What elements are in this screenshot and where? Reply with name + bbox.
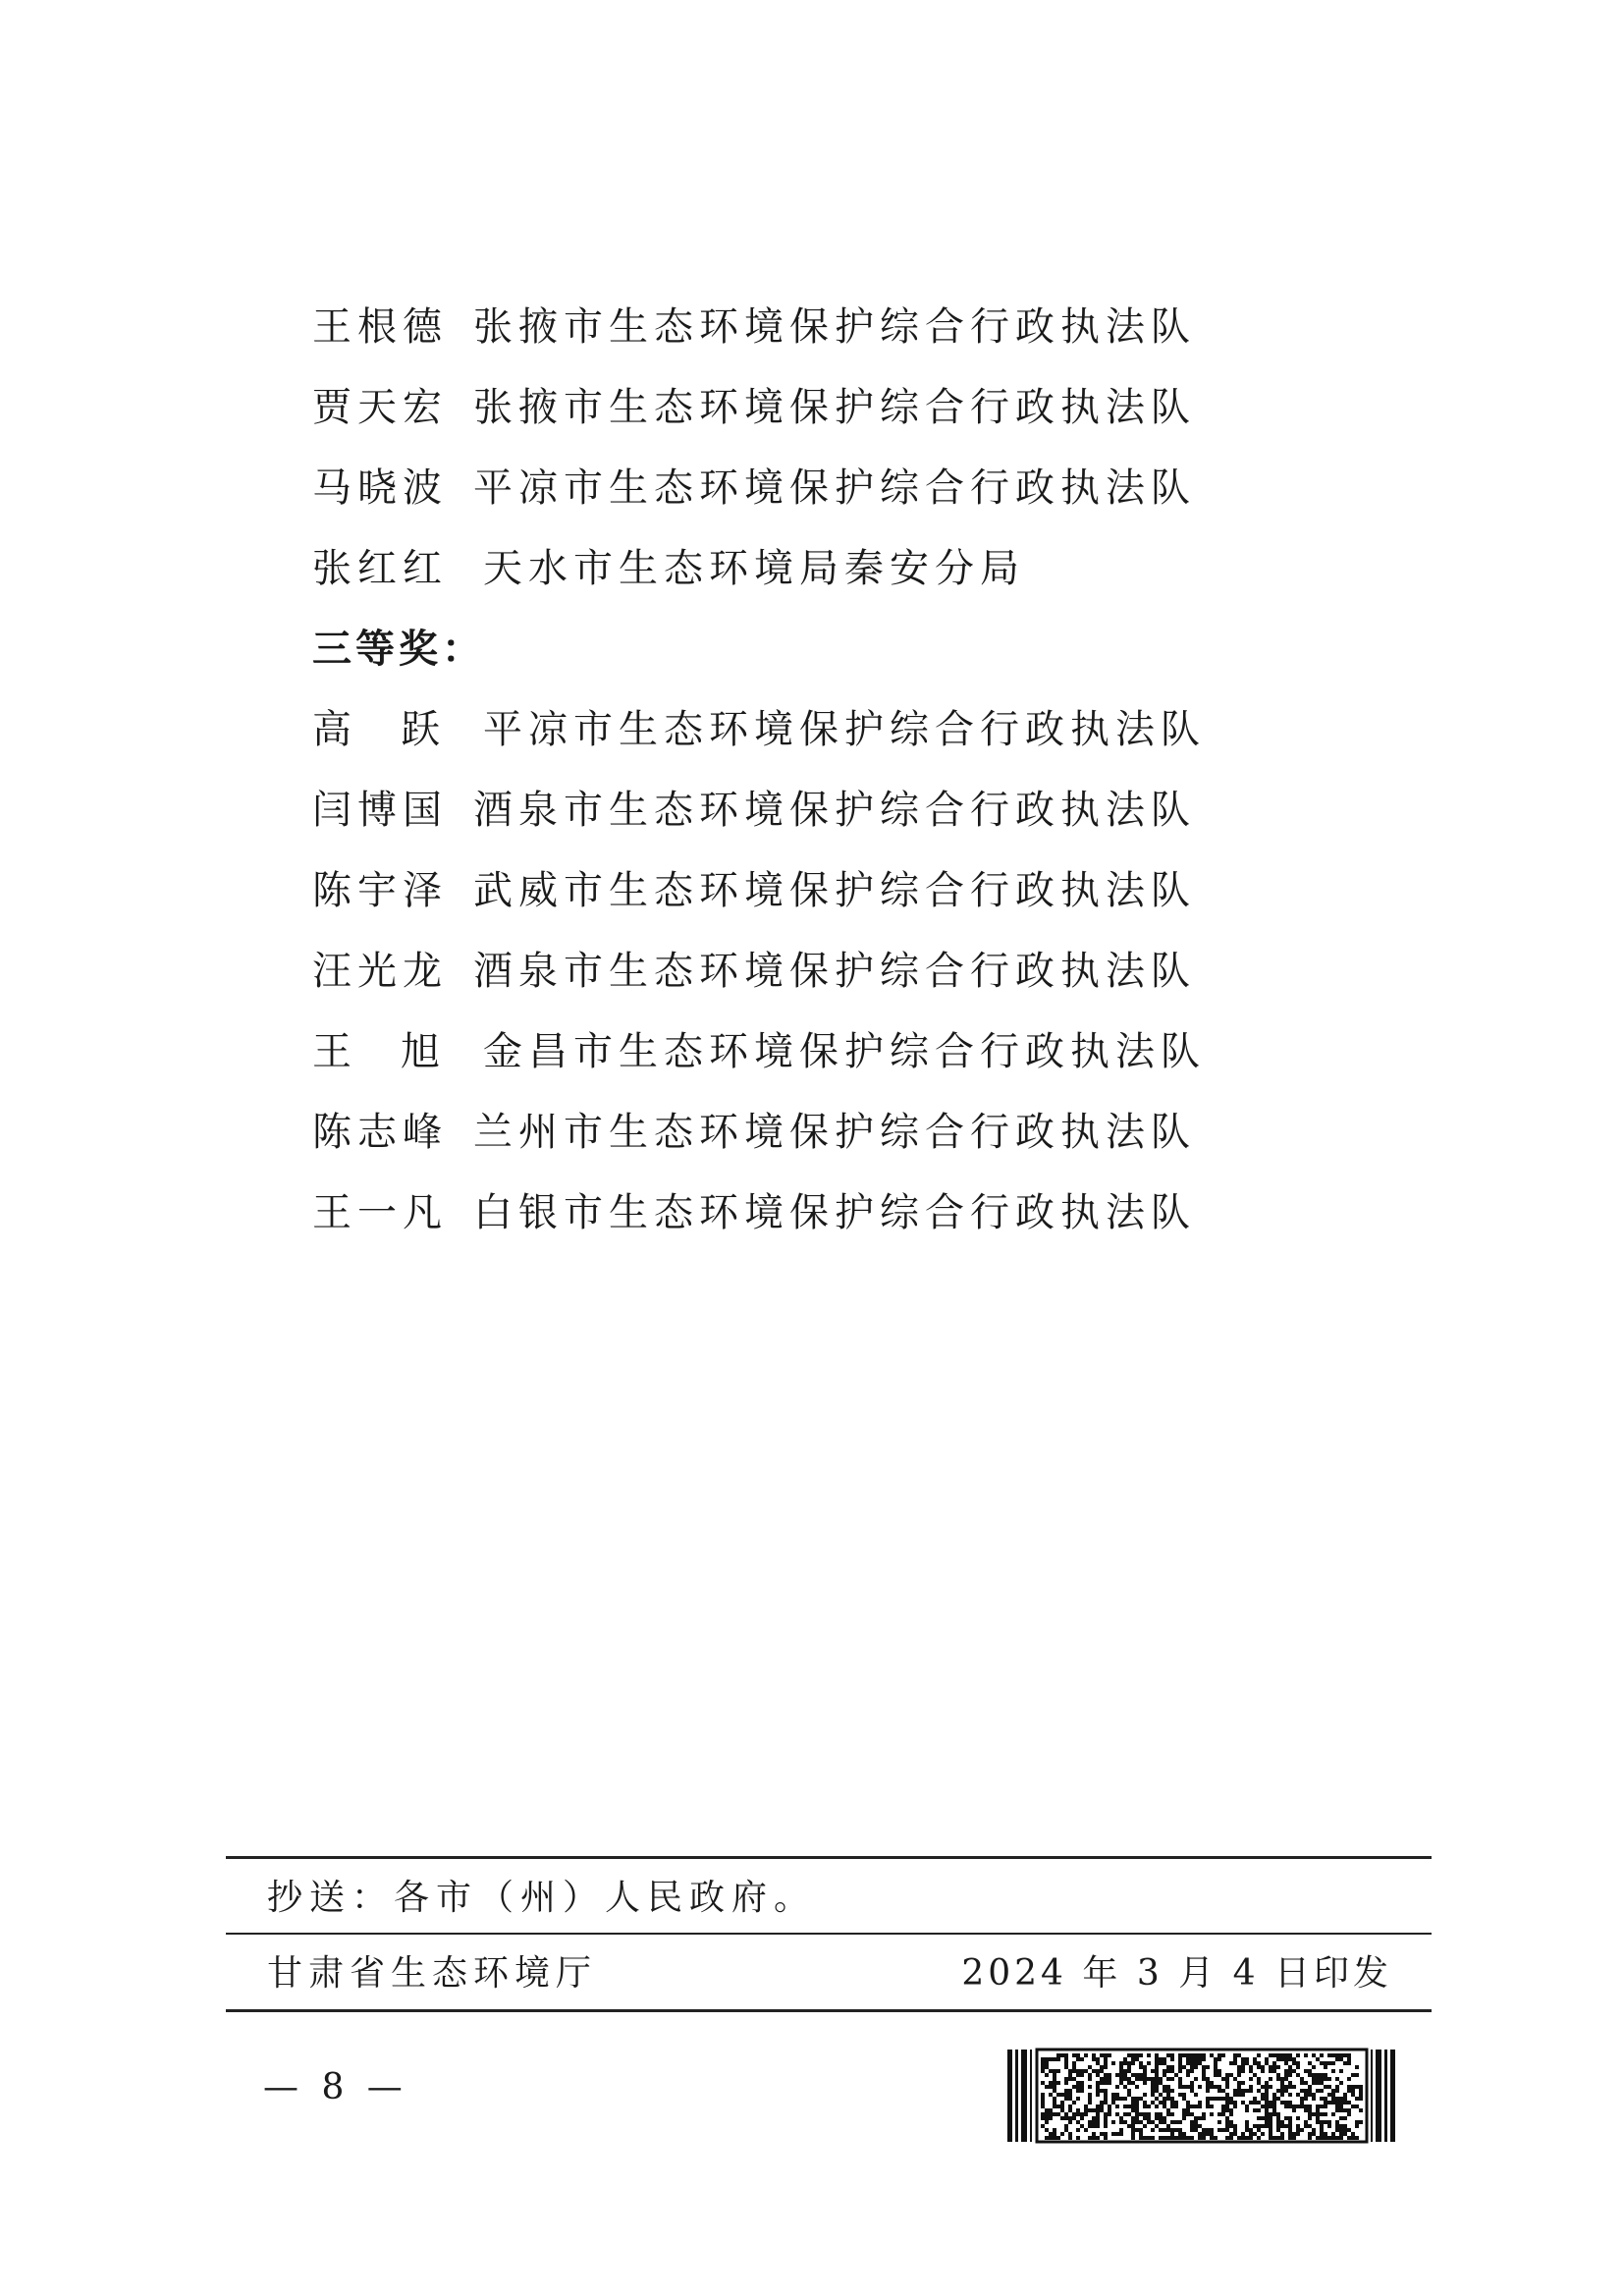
recipient-unit: 张掖市生态环境保护综合行政执法队 [473, 385, 1196, 430]
recipient-unit: 平凉市生态环境保护综合行政执法队 [473, 465, 1196, 511]
recipient-unit: 兰州市生态环境保护综合行政执法队 [473, 1110, 1196, 1155]
list-item [312, 1092, 1196, 1173]
recipient-name: 陈志峰 [312, 1110, 448, 1155]
recipient-unit: 白银市生态环境保护综合行政执法队 [473, 1190, 1196, 1235]
footer-top-rule [226, 1856, 1432, 1859]
recipient-unit: 天水市生态环境局秦安分局 [483, 546, 1025, 591]
recipient-unit: 平凉市生态环境保护综合行政执法队 [483, 707, 1206, 752]
recipient-unit: 酒泉市生态环境保护综合行政执法队 [473, 949, 1196, 994]
page-number: — 8 — [263, 2067, 408, 2107]
list-item [312, 367, 1196, 448]
recipient-unit: 武威市生态环境保护综合行政执法队 [473, 868, 1196, 913]
list-item [312, 1011, 1206, 1092]
recipient-unit: 张掖市生态环境保护综合行政执法队 [473, 304, 1196, 350]
list-item [312, 850, 1196, 931]
third-prize-heading: 三等奖： [312, 627, 485, 672]
list-item [312, 528, 1196, 609]
recipient-unit: 金昌市生态环境保护综合行政执法队 [483, 1029, 1206, 1074]
recipient-name: 贾天宏 [312, 385, 448, 430]
list-item [312, 770, 1196, 850]
recipient-name: 王旭 [312, 1029, 489, 1074]
award-list [312, 287, 1206, 1253]
list-item [312, 931, 1196, 1011]
list-item [312, 1173, 1196, 1253]
recipient-name: 闫博国 [312, 788, 448, 833]
recipient-name: 王一凡 [312, 1190, 448, 1235]
footer-bottom-rule [226, 2009, 1432, 2012]
recipient-name: 汪光龙 [312, 949, 448, 994]
list-item [312, 689, 1206, 770]
recipient-name: 张红红 [312, 546, 448, 591]
list-item [312, 448, 1196, 528]
recipient-name: 马晓波 [312, 465, 448, 511]
issuer: 甘肃省生态环境厅 [267, 1953, 598, 1994]
recipient-name: 陈宇泽 [312, 868, 448, 913]
recipient-name: 高跃 [312, 707, 489, 752]
recipient-name: 王根德 [312, 304, 448, 350]
recipient-unit: 酒泉市生态环境保护综合行政执法队 [473, 788, 1196, 833]
barcode-image [1005, 2048, 1398, 2144]
cc-line: 抄送：各市（州）人民政府。 [267, 1878, 817, 1918]
list-item [312, 287, 1196, 367]
footer-middle-rule [226, 1933, 1432, 1935]
issue-date: 2024 年 3 月 4 日印发 [961, 1953, 1392, 1994]
